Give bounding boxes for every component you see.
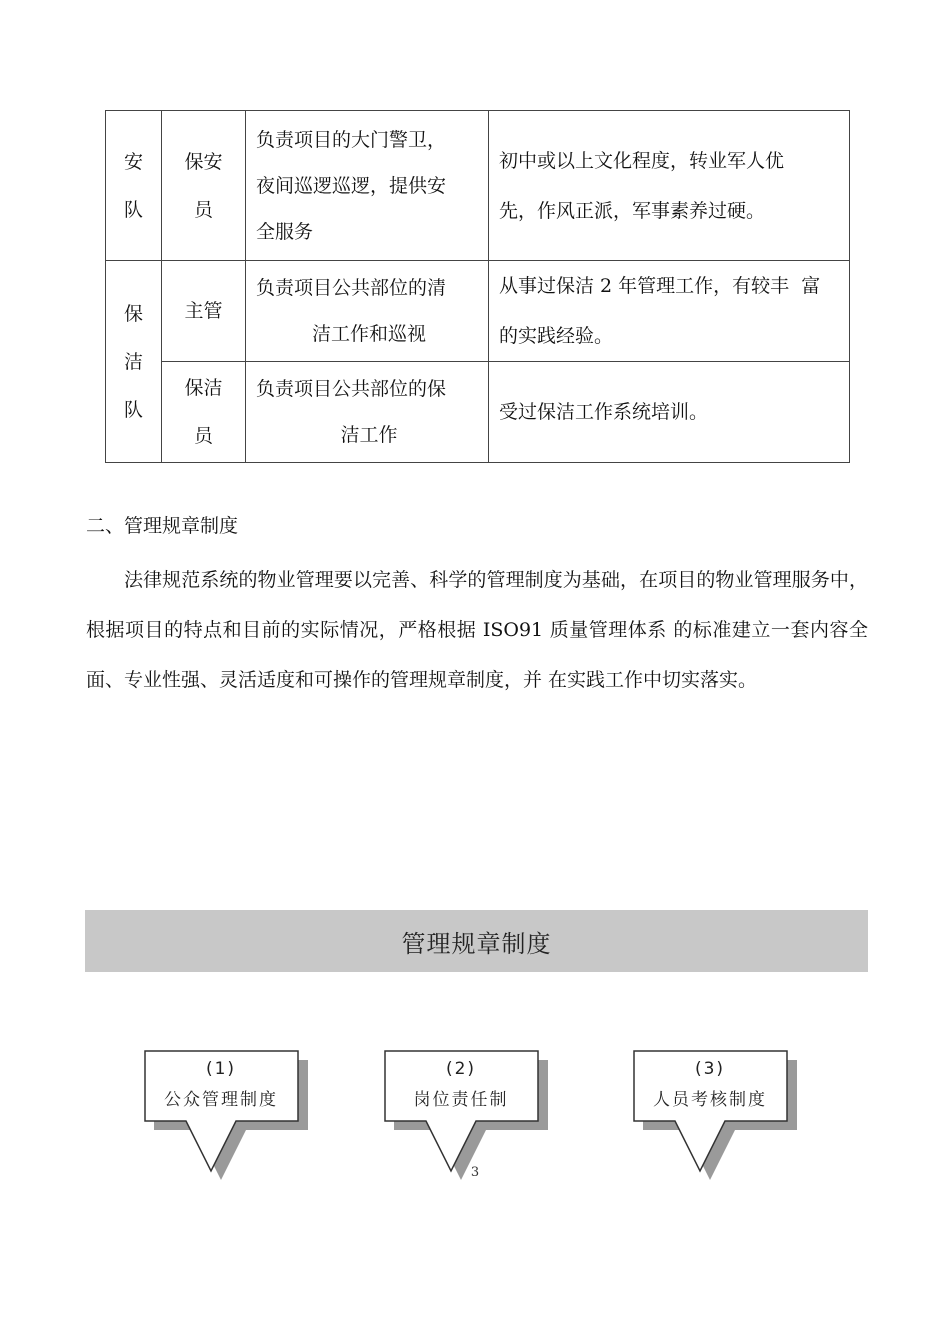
table-row bbox=[106, 261, 850, 362]
role-cell bbox=[162, 111, 246, 261]
requirement-line: 从事过保洁 2 年管理工作，有较丰 富 bbox=[499, 275, 821, 297]
requirement-cell bbox=[489, 261, 850, 362]
duty-line: 全服务 bbox=[256, 220, 314, 243]
team-cell bbox=[106, 261, 162, 463]
role-label: 保洁员 bbox=[184, 377, 223, 447]
requirement-cell bbox=[489, 362, 850, 463]
callout-label: 公众管理制度 bbox=[164, 1090, 278, 1110]
requirement-line: 先，作风正派，军事素养过硬。 bbox=[499, 199, 766, 222]
duty-line: 洁工作 bbox=[340, 424, 398, 446]
team-label: 安队 bbox=[123, 150, 143, 221]
requirement-line: 初中或以上文化程度，转业军人优 bbox=[499, 149, 785, 172]
duty-line: 夜间巡逻巡逻，提供安 bbox=[256, 174, 447, 197]
duty-line: 负责项目公共部位的清 bbox=[256, 277, 447, 299]
callout-number: (2) bbox=[445, 1059, 477, 1079]
role-cell bbox=[162, 362, 246, 463]
duty-line: 负责项目公共部位的保 bbox=[256, 378, 447, 400]
duty-cell bbox=[246, 111, 489, 261]
callout-label: 岗位责任制 bbox=[413, 1090, 509, 1110]
callout-number: (3) bbox=[694, 1059, 726, 1079]
team-label: 保洁队 bbox=[123, 302, 143, 421]
role-label: 主管 bbox=[184, 300, 223, 322]
duty-cell bbox=[246, 261, 489, 362]
callout-label: 人员考核制度 bbox=[653, 1090, 767, 1110]
staff-table bbox=[105, 110, 850, 463]
team-cell bbox=[106, 111, 162, 261]
requirement-line: 的实践经验。 bbox=[499, 325, 614, 347]
duty-line: 负责项目的大门警卫， bbox=[256, 128, 447, 151]
page-number: 3 bbox=[470, 1165, 480, 1180]
table-row bbox=[106, 362, 850, 463]
duty-line: 洁工作和巡视 bbox=[311, 323, 426, 345]
callout-number: (1) bbox=[205, 1059, 237, 1079]
requirement-cell bbox=[489, 111, 850, 261]
section-heading: 二、管理规章制度 bbox=[86, 515, 239, 537]
diagram-title: 管理规章制度 bbox=[401, 929, 552, 958]
role-cell bbox=[162, 261, 246, 362]
duty-cell bbox=[246, 362, 489, 463]
table-row bbox=[106, 111, 850, 261]
diagram-banner bbox=[85, 910, 868, 972]
role-label: 保安员 bbox=[184, 150, 223, 221]
requirement-line: 受过保洁工作系统培训。 bbox=[499, 401, 709, 423]
section-body: 法律规范系统的物业管理要以完善、科学的管理制度为基础，在项目的物业管理服务中，根据项目的特点和目前的实际情况，严格根据 ISO91 质量管理体系 的标准建立一套内容全面、专业性强、灵活适度和可操作的管理规章制度，并 在实践工作中切实落实。 bbox=[86, 569, 868, 691]
